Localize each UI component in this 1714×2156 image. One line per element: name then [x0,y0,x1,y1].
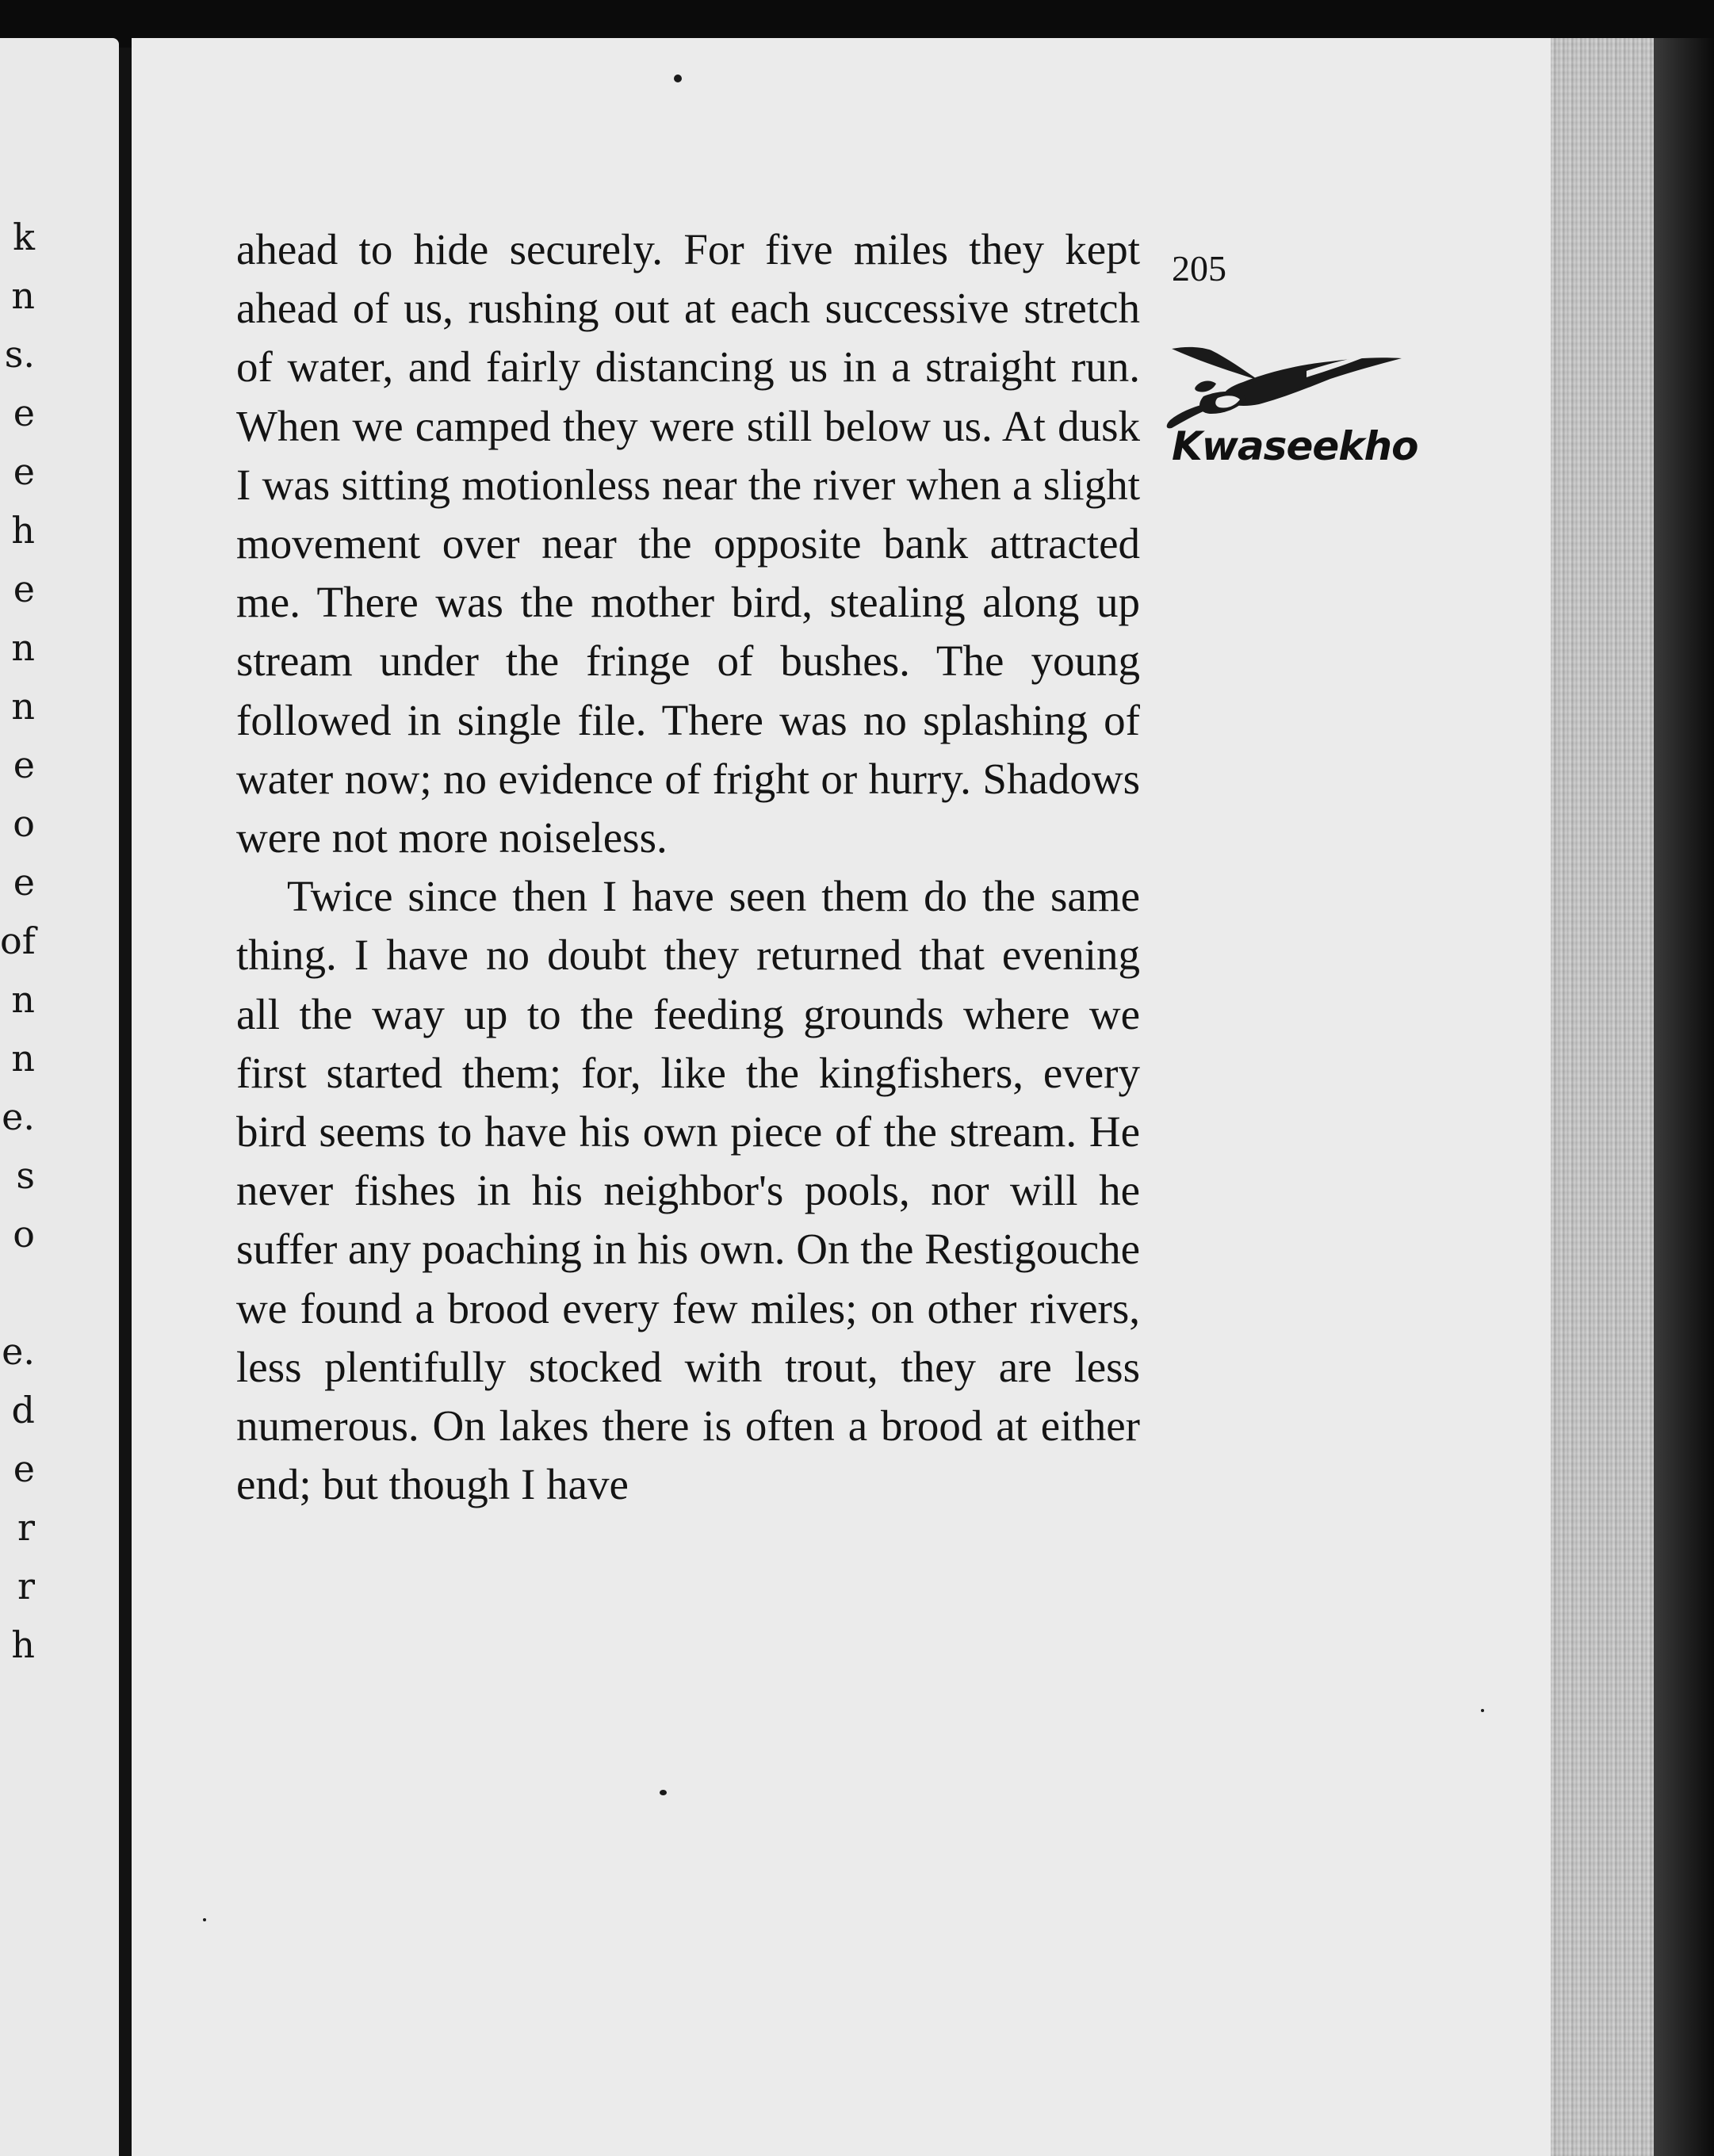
body-text [236,220,1140,1514]
left-edge-char: e [13,392,35,434]
left-page-cut-text [0,38,119,2156]
paragraph: Twice since then I have seen them do the same thing. I have no doubt they returned that evening all the way up to the feeding grounds where we first started them; for, like the kingfishers, every bird seems to have his own piece of the stream. He never fishes in his neighbor's pools, nor will he suffer any poaching in his own. On the Restigouche we found a brood every few miles; on other rivers, less plentifully stocked with trout, they are less numerous. On lakes there is often a brood at either end; but though I have [236,872,1141,1509]
page-block-edges [1551,38,1654,2156]
left-page [0,38,119,2156]
left-edge-char: n [11,685,35,728]
left-edge-char: n [11,626,35,669]
left-edge-char: h [11,1623,35,1666]
left-edge-char: r [17,1506,35,1549]
left-edge-char: d [11,1389,35,1432]
left-edge-char: o [13,1213,35,1256]
left-edge-char: n [11,1037,35,1080]
dust-speck [660,1790,667,1795]
left-edge-char: e. [2,1330,35,1373]
left-edge-char: e [13,1447,35,1490]
left-edge-char: e [13,744,35,786]
left-edge-char: of [0,919,36,962]
dust-speck [674,75,682,82]
left-edge-char: o [13,802,35,845]
left-edge-char: e. [2,1095,35,1138]
dust-speck [203,1918,206,1921]
left-edge-char: e [13,568,35,610]
dust-speck [1481,1709,1484,1712]
left-edge-char: r [17,1565,35,1607]
logo-wordmark: Kwaseekho [1172,423,1418,469]
scan-shadow [1654,38,1714,2156]
left-edge-char: e [13,450,35,493]
paragraph: ahead to hide securely. For five miles they kept ahead of us, rushing out at each successive stretch of water, and fairly distancing us in a straight run. When we camped they were still below us. At dusk I was sitting motionless near the river when a slight movement over near the opposite bank attracted me. There was the mother bird, stealing along up stream under the fringe of bushes. The young followed in single file. There was no splashing of water now; no evidence of fright or hurry. Shadows were not more noiseless. [236,225,1140,862]
left-edge-char: s [16,1154,35,1197]
left-edge-char: h [11,509,35,552]
left-edge-char: e [13,861,35,904]
book-gutter [119,48,132,2156]
page-number: 205 [1172,248,1226,289]
left-edge-char: n [11,978,35,1021]
left-edge-char: k [13,216,35,258]
left-edge-char: n [11,274,35,317]
left-edge-char: s. [4,333,35,376]
